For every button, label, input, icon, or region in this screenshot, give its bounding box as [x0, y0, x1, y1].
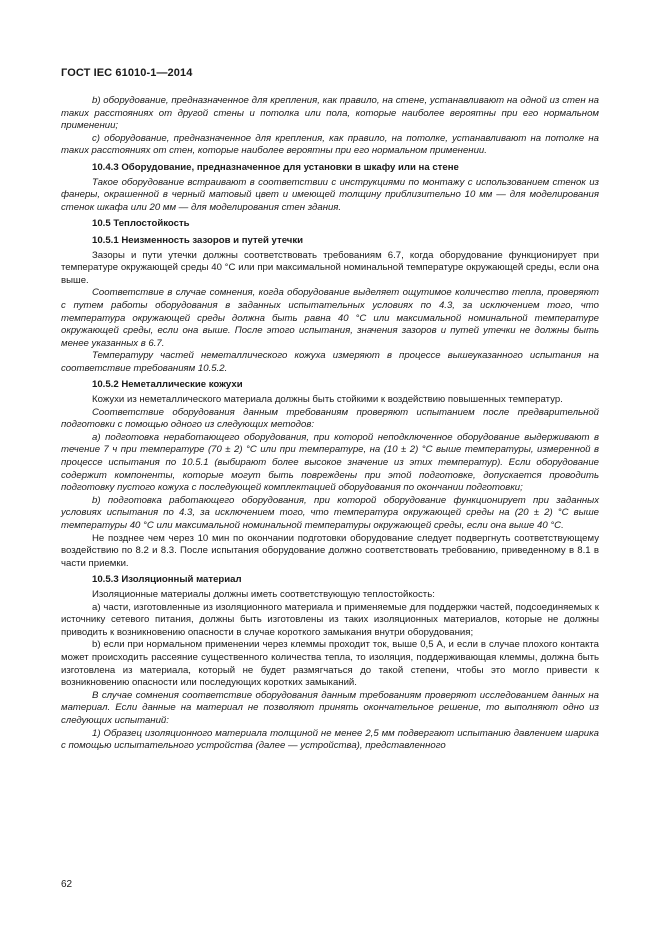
paragraph: c) оборудование, предназначенное для крепления, как правило, на потолке, устанавливают на потолке на таких расстояниях от стен, которые наиболее вероятны при его нормальном применении.	[61, 132, 599, 157]
paragraph: Соответствие оборудования данным требованиям проверяют испытанием после предварительной подготовки с помощью одного из следующих методов:	[61, 406, 599, 431]
paragraph: Изоляционные материалы должны иметь соответствующую теплостойкость:	[92, 588, 435, 600]
paragraph: Зазоры и пути утечки должны соответствовать требованиям 6.7, когда оборудование функционирует при температуре окружающей среды 40 °С или при максимальной номинальной температуре окружающей среды, если она выше.	[61, 249, 599, 286]
section-heading: 10.5.3 Изоляционный материал	[92, 574, 242, 586]
paragraph: а) части, изготовленные из изоляционного материала и применяемые для поддержки частей, подсоединяемых к источнику сетевого питания, должны быть изготовлены из таких изоляционных материалов, которые не должны приводить к возникновению опасности в случае короткого замыкания внутри оборудования;	[61, 601, 599, 638]
paragraph: 1) Образец изоляционного материала толщиной не менее 2,5 мм подвергают испытанию давлением шарика с помощью испытательного устройства (далее — устройства), представленного	[61, 727, 599, 752]
paragraph: b) оборудование, предназначенное для крепления, как правило, на стене, устанавливают на одной из стен на таких расстояниях от другой стены и потолка или пола, которые наиболее вероятны при его нормальном применении;	[61, 95, 599, 132]
paragraph: Не позднее чем через 10 мин по окончании подготовки оборудование следует подвергнуть соответствующему воздействию по 8.2 и 8.3. После испытания оборудование должно соответствовать требованию, приведенному в 8.1 в части приемки.	[61, 532, 599, 569]
paragraph: а) подготовка неработающего оборудования, при которой неподключенное оборудование выдерживают в течение 7 ч при температуре (70 ± 2) °С или при температуре, на (10 ± 2) °С выше температуры, измеренной в процессе испытания по 10.5.1 (выбирают более высокое значение из этих температур). Если оборудование содержит компоненты, которые могут быть повреждены при этой подготовке, допускается проводить подготовку пустого кожуха с последующей комплектацией оборудования по окончании подготовки;	[61, 431, 599, 494]
paragraph: В случае сомнения соответствие оборудования данным требованиям проверяют исследованием данных на материал. Если данные на материал не позволяют принять окончательное решение, то выполняют одно из следующих испытаний:	[61, 689, 599, 726]
section-heading: 10.5 Теплостойкость	[92, 218, 190, 230]
paragraph: Температуру частей неметаллического кожуха измеряют в процессе вышеуказанного испытания на соответствие требованиям 10.5.2.	[61, 350, 599, 374]
section-heading: 10.5.1 Неизменность зазоров и путей утечки	[92, 234, 304, 246]
paragraph: Соответствие в случае сомнения, когда оборудование выделяет ощутимое количество тепла, проверяют с путем работы оборудования в заданных испытательных условиях по 4.3, за исключением того, что температура окружающей среды должна быть равна 40 °С или максимальной номинальной температуре окружающей среды, если она выше. После этого испытания, значения зазоров и путей утечки не должны быть менее указанных в 6.7.	[61, 287, 599, 349]
paragraph: Такое оборудование встраивают в соответствии с инструкциями по монтажу с использованием стенок из фанеры, окрашенной в черный матовый цвет и имеющей толщину приблизительно 10 мм — для моделирования стенок шкафа или 20 мм — для моделирования стен здания.	[61, 176, 599, 213]
section-heading: 10.5.2 Неметаллические кожухи	[92, 379, 243, 391]
paragraph: b) подготовка работающего оборудования, при которой оборудование функционирует при заданных условиях испытания по 4.3, за исключением того, что температура окружающей среды на (20 ± 2) °С выше температуры 40 °С или максимальной номинальной температуры окружающей среды, если она выше 40 °С.	[61, 494, 599, 531]
paragraph: Кожухи из неметаллического материала должны быть стойкими к воздействию повышенных температур.	[92, 394, 563, 406]
document-body	[61, 95, 599, 753]
section-heading: 10.4.3 Оборудование, предназначенное для установки в шкафу или на стене	[92, 161, 459, 173]
paragraph: b) если при нормальном применении через клеммы проходит ток, выше 0,5 А, и если в случае плохого контакта может происходить рассеяние существенного количества тепла, то изоляция, поддерживающая клеммы, должна быть изготовлена из материала, который не будет размягчаться до такой степени, чтобы это могло привести к возникновению опасности или последующих коротких замыканий.	[61, 639, 599, 689]
page-number: 62	[61, 879, 73, 890]
document-header-title: ГОСТ IEC 61010-1—2014	[61, 67, 193, 79]
